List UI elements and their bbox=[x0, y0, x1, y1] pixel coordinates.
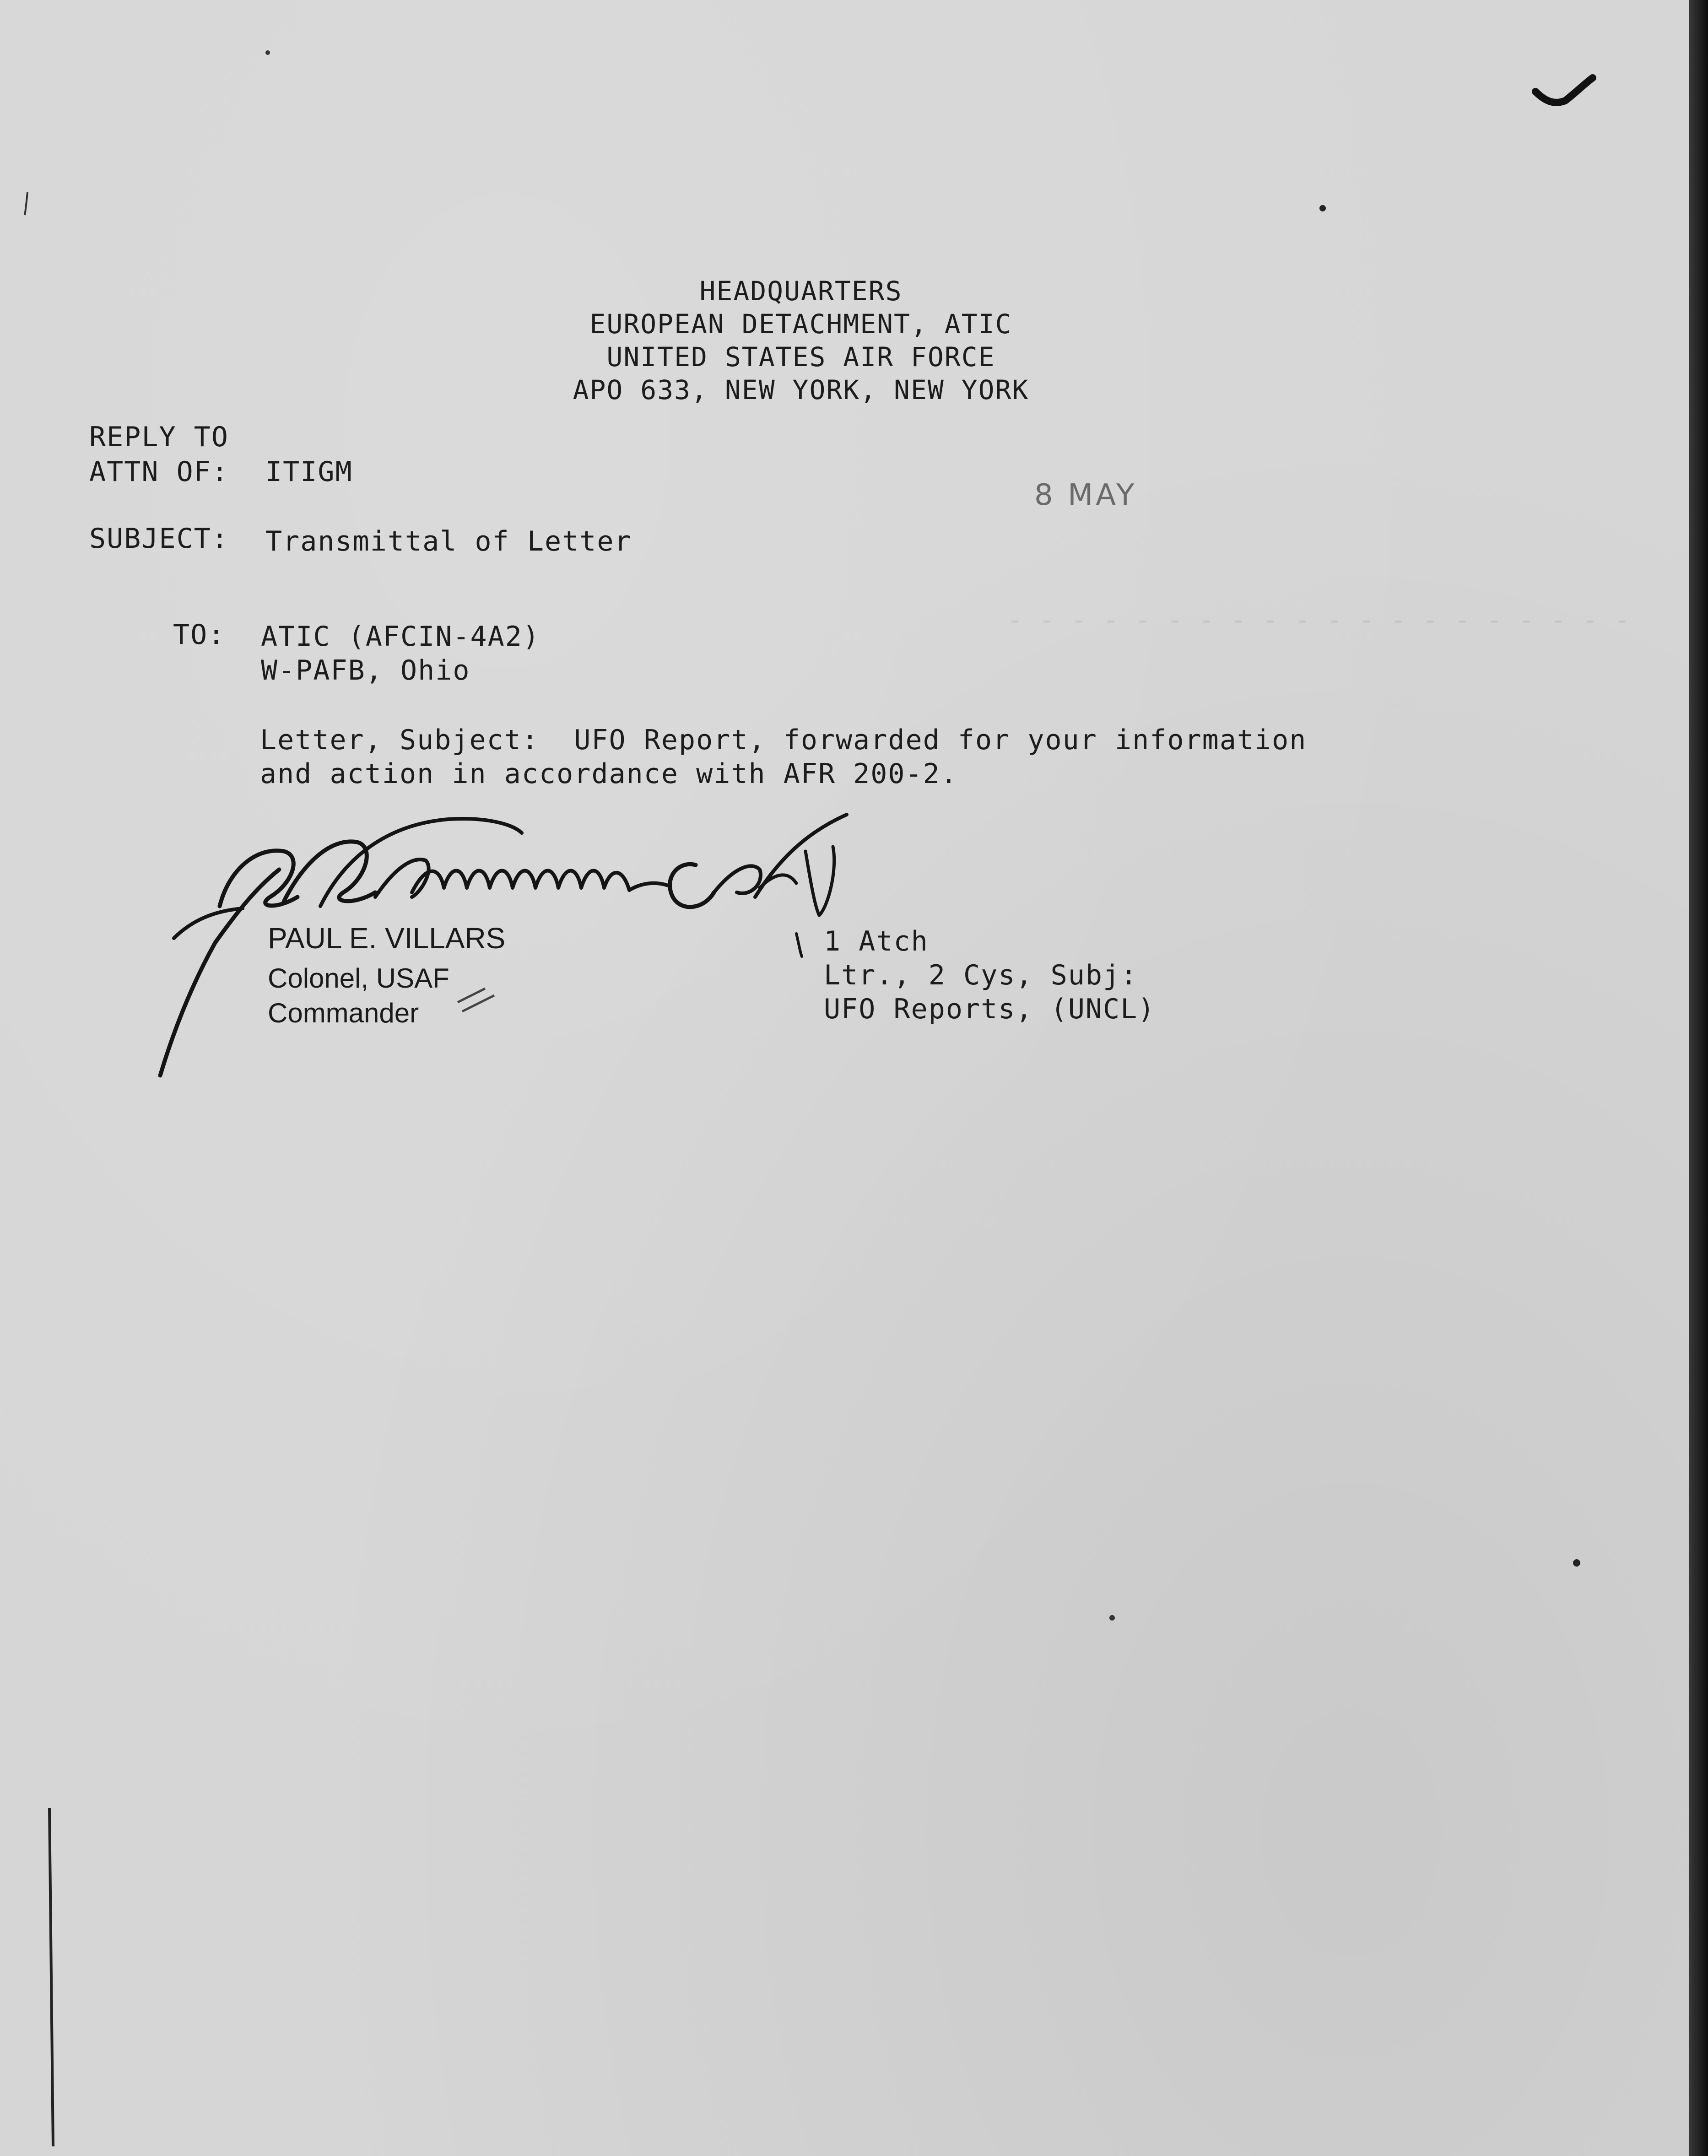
scan-mark bbox=[458, 989, 494, 1011]
signer-rank: Colonel, USAF bbox=[268, 963, 449, 994]
letterhead-line-4: APO 633, NEW YORK, NEW YORK bbox=[573, 374, 1029, 405]
reply-to-label: REPLY TO bbox=[89, 421, 229, 453]
received-date-stamp: 8 MAY bbox=[1034, 478, 1137, 512]
attn-of-label: ATTN OF: bbox=[89, 456, 229, 488]
to-label: TO: bbox=[173, 619, 226, 651]
speck bbox=[1573, 1559, 1580, 1567]
subject-label: SUBJECT: bbox=[89, 523, 229, 555]
subject-value: Transmittal of Letter bbox=[265, 525, 632, 557]
handwritten-signature bbox=[160, 815, 847, 1075]
letterhead-line-1: HEADQUARTERS bbox=[699, 276, 903, 307]
speck bbox=[1319, 205, 1326, 211]
scan-border-shadow bbox=[1689, 0, 1708, 2156]
attn-of-value: ITIGM bbox=[265, 456, 353, 488]
to-line-1: ATIC (AFCIN-4A2) bbox=[261, 621, 540, 653]
check-mark bbox=[1535, 78, 1593, 103]
attachment-line-3: UFO Reports, (UNCL) bbox=[824, 993, 1156, 1025]
body-line-1: Letter, Subject: UFO Report, forwarded for your information bbox=[260, 724, 1307, 756]
attachment-line-1: 1 Atch bbox=[824, 925, 929, 957]
bleed-through-text: - - - - - - - - - - - - - - - - - - - - bbox=[1007, 604, 1630, 635]
to-line-2: W-PAFB, Ohio bbox=[261, 654, 470, 686]
letterhead-line-3: UNITED STATES AIR FORCE bbox=[606, 341, 995, 373]
page-edge-line bbox=[25, 192, 27, 215]
signer-name: PAUL E. VILLARS bbox=[268, 922, 506, 955]
body-line-2: and action in accordance with AFR 200-2. bbox=[260, 758, 958, 790]
speck bbox=[265, 50, 270, 55]
attachment-line-2: Ltr., 2 Cys, Subj: bbox=[824, 959, 1138, 991]
signer-title: Commander bbox=[268, 998, 419, 1028]
speck bbox=[1109, 1615, 1115, 1621]
letterhead-line-2: EUROPEAN DETACHMENT, ATIC bbox=[589, 308, 1012, 340]
page-edge-line bbox=[49, 1808, 53, 2146]
